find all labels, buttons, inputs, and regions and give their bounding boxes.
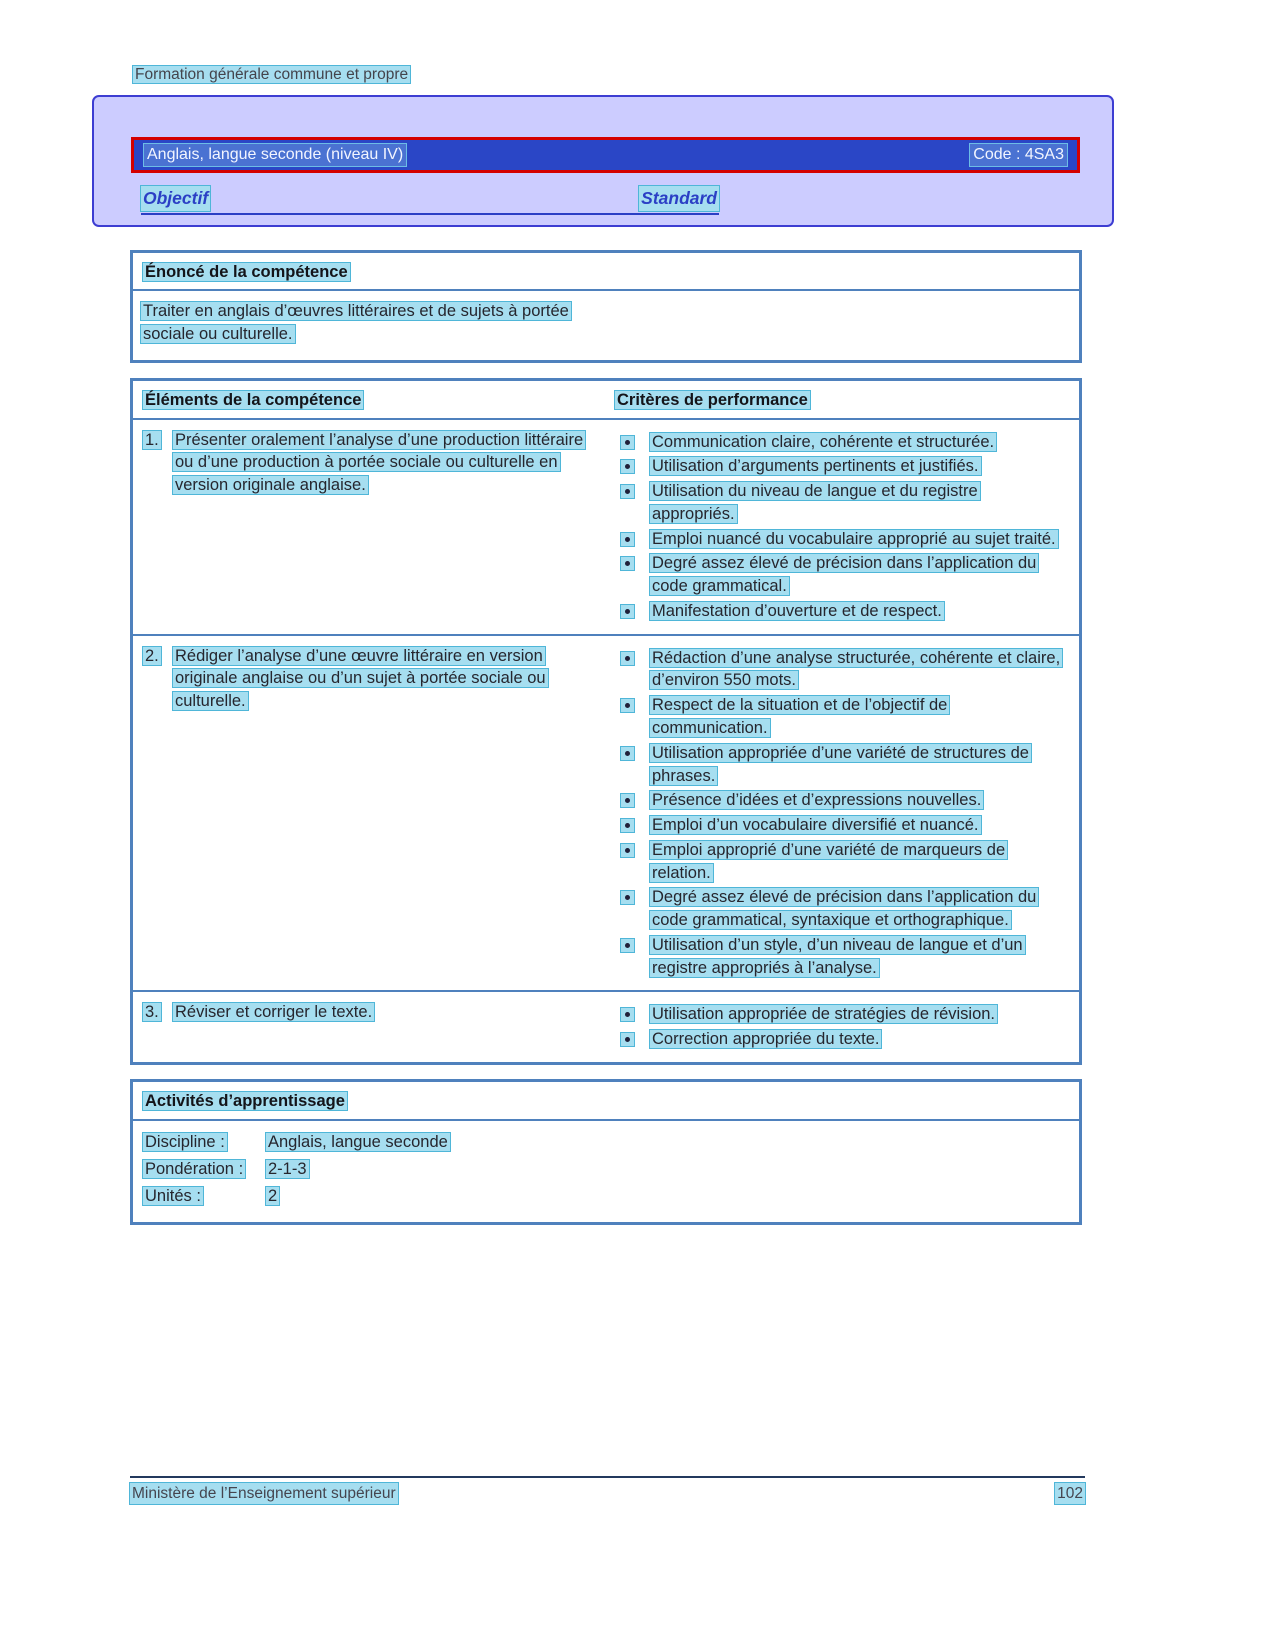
criterion xyxy=(619,647,1065,693)
criterion-text: Emploi approprié d’une variété de marqueurs de relation. xyxy=(652,840,1006,882)
element-number: 3. xyxy=(145,1003,159,1022)
criterion-text: Présence d’idées et d’expressions nouvelles. xyxy=(652,791,982,810)
element-text: Présenter oralement l’analyse d’une production littéraire ou d’une production à portée sociale ou culturelle en version originale anglaise. xyxy=(175,430,584,495)
element-text: Réviser et corriger le texte. xyxy=(175,1003,373,1022)
element-text-cell xyxy=(173,1001,601,1053)
activity-label-cell xyxy=(143,1183,266,1210)
bullet-icon xyxy=(621,605,634,618)
activity-value: 2 xyxy=(268,1186,278,1205)
element-text: Rédiger l’analyse d’une œuvre littéraire en version originale anglaise ou d’un sujet à portée sociale ou culturelle. xyxy=(175,646,546,711)
activities-heading-row xyxy=(133,1082,1079,1121)
bullet-icon xyxy=(621,819,634,832)
criterion xyxy=(619,934,1065,980)
activity-value: Anglais, langue seconde xyxy=(268,1132,448,1151)
activity-row xyxy=(143,1156,1069,1183)
competence-element xyxy=(133,992,611,1062)
table-row xyxy=(133,990,1079,1062)
criterion-text: Utilisation d’un style, d’un niveau de langue et d’un registre appropriés à l’analyse. xyxy=(652,935,1023,977)
competence-element xyxy=(133,420,611,634)
activity-value-cell xyxy=(266,1156,309,1183)
criterion-text: Degré assez élevé de précision dans l’application du code grammatical. xyxy=(652,554,1037,596)
footer-ministry-text: Ministère de l’Enseignement supérieur xyxy=(130,1483,398,1504)
activity-label-cell xyxy=(143,1156,266,1183)
section-note-text: Formation générale commune et propre xyxy=(135,66,409,83)
competence-table-header xyxy=(133,381,1079,420)
criterion-text: Correction appropriée du texte. xyxy=(652,1030,880,1049)
course-header-box xyxy=(92,95,1114,226)
bullet-icon xyxy=(621,891,634,904)
objectif-label: Objectif xyxy=(141,186,210,210)
activities-body xyxy=(133,1121,1079,1222)
bullet-icon xyxy=(621,699,634,712)
criteria-list xyxy=(611,420,1079,634)
bullet-icon xyxy=(621,485,634,498)
page-number: 102 xyxy=(1055,1483,1085,1504)
bullet-icon xyxy=(621,1008,634,1021)
bullet-icon xyxy=(621,533,634,546)
elements-column-header xyxy=(143,389,615,412)
enonce-heading-row xyxy=(133,253,1079,292)
element-number-cell xyxy=(143,1001,173,1053)
table-row xyxy=(133,634,1079,991)
activities-heading: Activités d’apprentissage xyxy=(145,1091,345,1110)
competence-element xyxy=(133,636,611,991)
course-code: Code : 4SA3 xyxy=(970,144,1067,166)
bullet-icon xyxy=(621,460,634,473)
criterion xyxy=(619,839,1065,885)
bullet-icon xyxy=(621,557,634,570)
activity-row xyxy=(143,1183,1069,1210)
criterion-text: Rédaction d’une analyse structurée, cohérente et claire, d’environ 550 mots. xyxy=(652,648,1061,690)
bullet-icon xyxy=(621,436,634,449)
bullet-icon xyxy=(621,652,634,665)
enonce-heading: Énoncé de la compétence xyxy=(145,262,348,281)
activity-value-cell xyxy=(266,1129,450,1156)
criteres-column-header xyxy=(615,389,1079,412)
criterion xyxy=(619,431,1065,454)
enonce-box xyxy=(130,250,1082,363)
course-title: Anglais, langue seconde (niveau IV) xyxy=(144,144,406,166)
criterion xyxy=(619,600,1065,623)
criterion-text: Communication claire, cohérente et structurée. xyxy=(652,432,995,451)
activity-label-cell xyxy=(143,1129,266,1156)
criterion-text: Emploi d’un vocabulaire diversifié et nuancé. xyxy=(652,816,979,835)
criterion xyxy=(619,552,1065,598)
criterion-text: Manifestation d’ouverture et de respect. xyxy=(652,601,942,620)
criterion-text: Respect de la situation et de l’objectif de communication. xyxy=(652,696,948,737)
objectif-standard-row xyxy=(141,186,719,214)
element-number-cell xyxy=(143,429,173,625)
criterion xyxy=(619,480,1065,526)
element-number-cell xyxy=(143,645,173,982)
activity-label: Pondération : xyxy=(145,1159,244,1178)
activity-value-cell xyxy=(266,1183,279,1210)
page-footer xyxy=(130,1476,1085,1504)
enonce-body xyxy=(133,291,633,360)
criteres-heading: Critères de performance xyxy=(617,390,808,409)
bullet-icon xyxy=(621,939,634,952)
standard-label: Standard xyxy=(639,186,719,210)
bullet-icon xyxy=(621,1033,634,1046)
activities-box xyxy=(130,1079,1082,1225)
element-text-cell xyxy=(173,429,601,625)
element-text-cell xyxy=(173,645,601,982)
criterion xyxy=(619,455,1065,478)
activity-row xyxy=(143,1129,1069,1156)
criterion-text: Utilisation appropriée de stratégies de révision. xyxy=(652,1005,996,1024)
bullet-icon xyxy=(621,747,634,760)
criterion xyxy=(619,886,1065,932)
criterion xyxy=(619,1003,1065,1026)
criterion-text: Utilisation du niveau de langue et du registre appropriés. xyxy=(652,482,978,523)
criterion xyxy=(619,814,1065,837)
activity-label: Discipline : xyxy=(145,1132,225,1151)
element-number: 1. xyxy=(145,430,159,449)
criterion-text: Utilisation d’arguments pertinents et justifiés. xyxy=(652,457,979,476)
activity-value: 2-1-3 xyxy=(268,1159,307,1178)
criterion-text: Degré assez élevé de précision dans l’application du code grammatical, syntaxique et orthographique. xyxy=(652,888,1037,930)
section-note xyxy=(133,64,1275,85)
criterion xyxy=(619,789,1065,812)
activity-label: Unités : xyxy=(145,1186,201,1205)
criterion xyxy=(619,742,1065,788)
course-title-bar xyxy=(131,137,1080,173)
criterion-text: Utilisation appropriée d’une variété de structures de phrases. xyxy=(652,743,1029,785)
criteria-list xyxy=(611,992,1079,1062)
criteria-list xyxy=(611,636,1079,991)
enonce-text: Traiter en anglais d’œuvres littéraires et de sujets à portée sociale ou culturelle. xyxy=(143,302,569,344)
table-row xyxy=(133,420,1079,634)
element-number: 2. xyxy=(145,646,159,665)
criterion xyxy=(619,528,1065,551)
criterion xyxy=(619,1028,1065,1051)
competence-table xyxy=(130,378,1082,1065)
criterion xyxy=(619,694,1065,740)
bullet-icon xyxy=(621,844,634,857)
bullet-icon xyxy=(621,794,634,807)
criterion-text: Emploi nuancé du vocabulaire approprié au sujet traité. xyxy=(652,529,1056,548)
elements-heading: Éléments de la compétence xyxy=(145,390,362,409)
